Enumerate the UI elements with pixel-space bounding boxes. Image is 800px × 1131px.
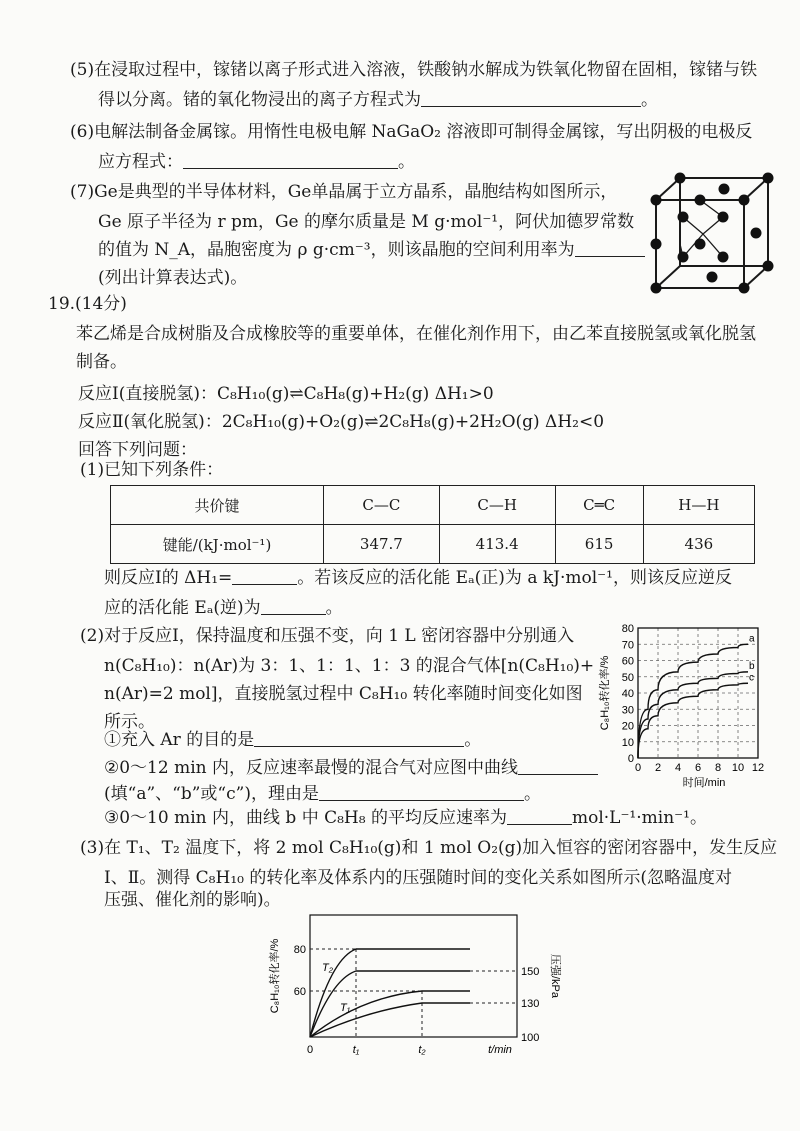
table-header: C—H (439, 486, 555, 525)
x-tick-label: 8 (714, 762, 722, 774)
part3-line2: Ⅰ、Ⅱ。测得 C₈H₁₀ 的转化率及体系内的压强随时间的变化关系如图所示(忽略温度对 (104, 868, 732, 888)
answer-blank[interactable] (575, 240, 645, 257)
answer-blank[interactable] (232, 568, 297, 585)
table-cell: 413.4 (439, 525, 555, 564)
y2-tick-label: 150 (521, 966, 540, 978)
bond-energy-table (110, 485, 755, 564)
y-tick-label: 60 (621, 655, 634, 668)
x-axis-label: t/min (488, 1044, 512, 1056)
q18-p6-line1: (6)电解法制备金属镓。用惰性电极电解 NaGaO₂ 溶液即可制得金属镓，写出阴极的电极反 (70, 122, 753, 142)
q18-p5-line2: 得以分离。锗的氧化物浸出的离子方程式为 。 (98, 90, 658, 110)
y2-axis-label: 压强/kPa (549, 953, 561, 999)
answer-blank[interactable] (254, 730, 464, 747)
reaction-2: 反应Ⅱ(氧化脱氢)：2C₈H₁₀(g)+O₂(g)⇌2C₈H₈(g)+2H₂O(g) ΔH₂<0 (78, 412, 605, 432)
answer-blank[interactable] (507, 808, 572, 825)
part2-line2: n(C₈H₁₀)：n(Ar)为 3：1、1：1、1：3 的混合气体[n(C₈H₁₀)+ (104, 656, 595, 676)
q18-p7-line1: (7)Ge是典型的半导体材料，Ge单晶属于立方晶系，晶胞结构如图所示， (70, 182, 618, 202)
series-label: c (749, 672, 754, 684)
x-axis-label: 时间/min (682, 777, 726, 788)
part1-line1: 则反应Ⅰ的 ΔH₁= 。若该反应的活化能 Eₐ(正)为 a kJ·mol⁻¹，则该反应逆反 (104, 568, 732, 588)
part1-title: (1)已知下列条件： (80, 460, 224, 480)
conversion-pressure-chart (262, 905, 562, 1070)
q19-intro-1: 苯乙烯是合成树脂及合成橡胶等的重要单体，在催化剂作用下，由乙苯直接脱氢或氧化脱氢 (76, 324, 756, 344)
plot-frame (310, 915, 517, 1037)
part3-line1: (3)在 T₁、T₂ 温度下，将 2 mol C₈H₁₀(g)和 1 mol O₂(g)加入恒容的密闭容器中，发生反应 (80, 838, 778, 858)
q19-number: 19.(14分) (48, 294, 127, 314)
x-tick-label: 12 (751, 762, 765, 774)
answer-blank[interactable] (421, 90, 641, 107)
series-label: b (749, 660, 755, 672)
answer-blank[interactable] (518, 758, 598, 775)
x-tick-label: 4 (674, 762, 682, 774)
y-tick-label: 40 (621, 688, 634, 700)
q18-p7-line2: Ge 原子半径为 r pm，Ge 的摩尔质量是 M g·mol⁻¹，阿伏加德罗常数 (98, 212, 635, 232)
part2-line4: 所示。 (104, 712, 155, 732)
table-cell: 键能/(kJ·mol⁻¹) (111, 525, 324, 564)
sub2-line1: ②0～12 min 内，反应速率最慢的混合气对应图中曲线 (104, 756, 598, 780)
q18-p7-line4: (列出计算表达式)。 (98, 268, 248, 288)
y2-tick-label: 130 (521, 998, 540, 1010)
curve-label: T₂ (322, 962, 333, 974)
crystal-cell-diagram (648, 172, 778, 297)
answer-blank[interactable] (261, 598, 326, 615)
answer-prompt: 回答下列问题： (78, 440, 197, 460)
q19-intro-2: 制备。 (76, 352, 127, 372)
table-header: H—H (643, 486, 754, 525)
part2-line3: n(Ar)=2 mol]，直接脱氢过程中 C₈H₁₀ 转化率随时间变化如图 (104, 684, 583, 704)
q18-p6-line2: 应方程式： 。 (98, 152, 415, 172)
y-tick-label: 70 (621, 639, 634, 652)
x-tick-label: 10 (731, 762, 745, 774)
sub1: ①充入 Ar 的目的是 。 (104, 730, 482, 750)
q18-p7-line3: 的值为 N_A，晶胞密度为 ρ g·cm⁻³，则该晶胞的空间利用率为 (98, 238, 645, 262)
table-cell: 615 (555, 525, 643, 564)
x-tick-label: 2 (654, 762, 662, 774)
table-header: C═C (555, 486, 643, 525)
answer-blank[interactable] (183, 152, 398, 169)
table-row (111, 525, 755, 564)
curve-label: T₁ (340, 1002, 351, 1014)
y-tick-label: 80 (621, 623, 634, 635)
series-label: a (749, 633, 755, 645)
table-cell: 436 (643, 525, 754, 564)
conversion-time-chart (592, 618, 772, 788)
x-tick-label: t₂ (418, 1044, 426, 1056)
part1-line2: 应的活化能 Eₐ(逆)为 。 (104, 598, 343, 618)
y-tick-label: 60 (293, 986, 306, 998)
reaction-1: 反应Ⅰ(直接脱氢)：C₈H₁₀(g)⇌C₈H₈(g)+H₂(g) ΔH₁>0 (78, 384, 494, 404)
y-axis-label: C₈H₁₀转化率/% (599, 655, 611, 731)
table-row (111, 486, 755, 525)
y-axis-label: C₈H₁₀转化率/% (269, 938, 281, 1014)
series-line-c (638, 683, 748, 758)
y-tick-label: 0 (627, 753, 634, 765)
table-header: C—C (324, 486, 440, 525)
y-tick-label: 80 (293, 944, 306, 956)
curve-T2-conversion (310, 949, 470, 1037)
sub3: ③0～10 min 内，曲线 b 中 C₈H₈ 的平均反应速率为 mol·L⁻¹·min⁻¹。 (104, 808, 707, 828)
x-tick-label: 0 (634, 762, 642, 774)
x-tick-label: t₁ (352, 1044, 360, 1056)
y-tick-label: 30 (621, 704, 634, 717)
sub2-line2: (填“a”、“b”或“c”)，理由是 。 (104, 784, 541, 804)
table-header: 共价键 (111, 486, 324, 525)
curve-T1-conversion (310, 991, 470, 1037)
part2-line1: (2)对于反应Ⅰ，保持温度和压强不变，向 1 L 密闭容器中分别通入 (80, 626, 575, 646)
x-tick-label: 0 (306, 1044, 314, 1056)
y-tick-label: 10 (621, 736, 634, 749)
answer-blank[interactable] (319, 784, 524, 801)
table-cell: 347.7 (324, 525, 440, 564)
series-line-a (638, 644, 748, 758)
y-tick-label: 20 (621, 720, 634, 733)
x-tick-label: 6 (694, 762, 702, 774)
y-tick-label: 50 (621, 671, 634, 684)
y2-tick-label: 100 (521, 1032, 540, 1044)
q18-p5-line1: (5)在浸取过程中，镓锗以离子形式进入溶液，铁酸钠水解成为铁氧化物留在固相，镓锗与铁 (70, 60, 758, 80)
part3-line3: 压强、催化剂的影响)。 (104, 890, 281, 910)
